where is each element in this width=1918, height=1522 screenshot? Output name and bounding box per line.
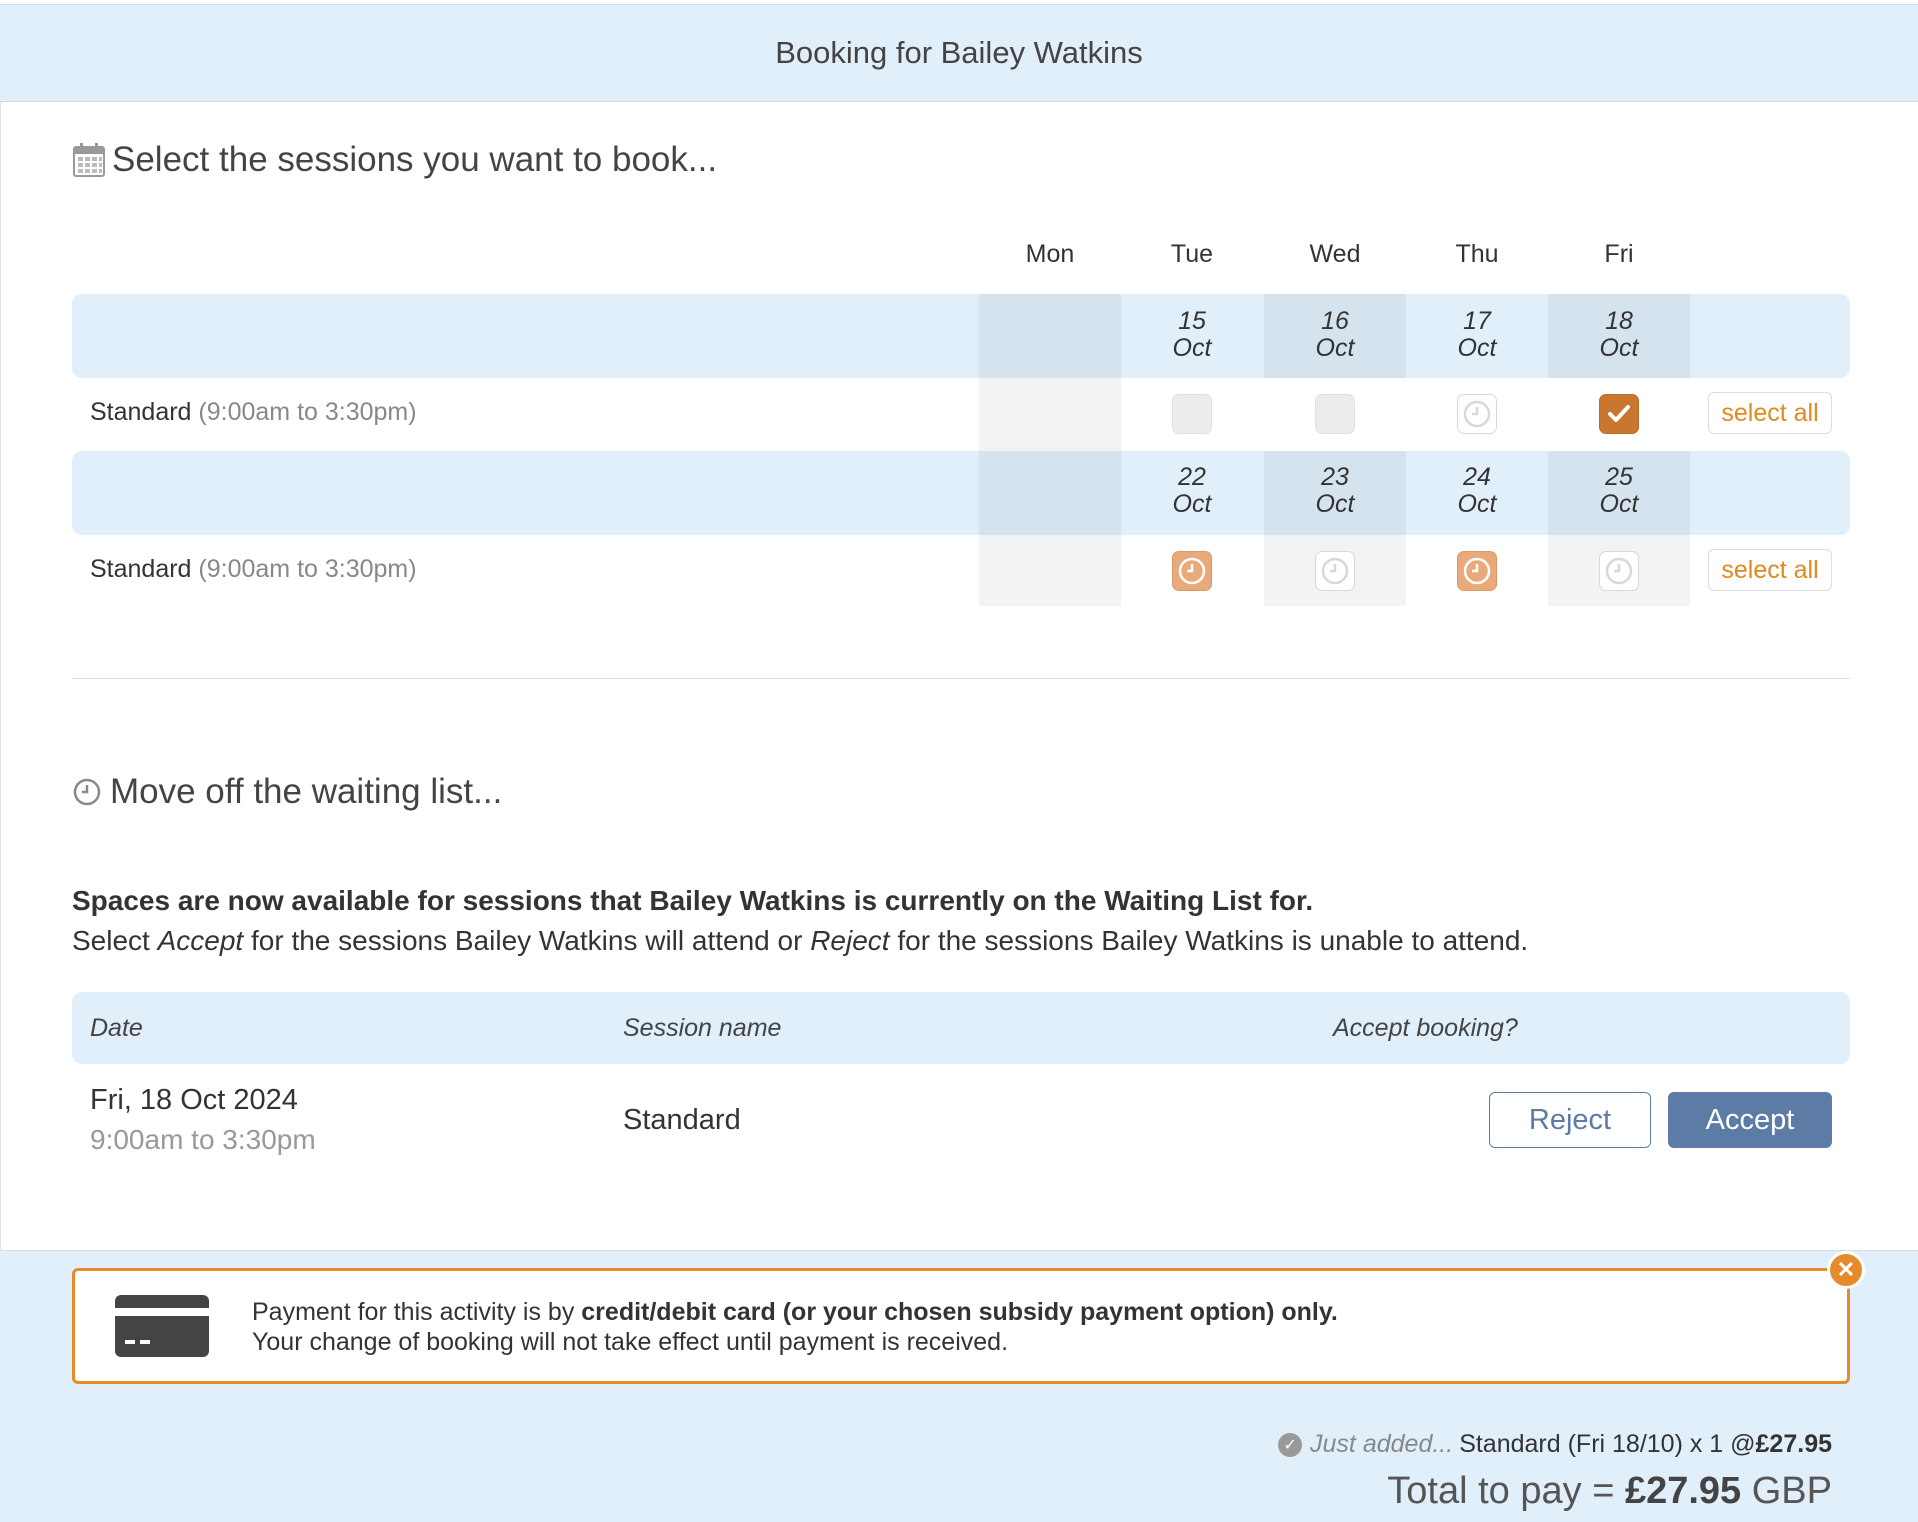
- mon-column-shade: [979, 294, 1121, 378]
- row-time: 9:00am to 3:30pm: [90, 1124, 316, 1155]
- clock-icon: [1320, 556, 1350, 586]
- day-header-fri: Fri: [1604, 240, 1634, 268]
- close-notice-button[interactable]: [1827, 1251, 1865, 1289]
- row-date: Fri, 18 Oct 2024: [90, 1084, 298, 1116]
- waiting-list-25-oct[interactable]: [1599, 551, 1639, 591]
- payment-notice-line-2: Your change of booking will not take effect until payment is received.: [252, 1328, 1009, 1356]
- date-cell-18-oct: 18 Oct: [1599, 307, 1639, 362]
- waiting-list-notice: Spaces are now available for sessions that Bailey Watkins is currently on the Waiting List for.: [72, 885, 1314, 916]
- date-cell-16-oct: 16 Oct: [1315, 307, 1355, 362]
- page-header: [0, 4, 1918, 102]
- waiting-title-text: Move off the waiting list...: [110, 772, 503, 811]
- waiting-table-header: [72, 992, 1850, 1064]
- date-cell-17-oct: 17 Oct: [1457, 307, 1497, 362]
- column-accept: Accept booking?: [1333, 1014, 1518, 1042]
- waiting-list-17-oct[interactable]: [1457, 394, 1497, 434]
- calendar-icon: [72, 142, 106, 178]
- just-added-price: £27.95: [1755, 1430, 1832, 1458]
- just-added-summary: [1278, 1430, 1832, 1459]
- date-cell-24-oct: 24 Oct: [1457, 463, 1497, 518]
- checkmark-icon: [1604, 399, 1634, 429]
- reject-button[interactable]: Reject: [1489, 1092, 1651, 1148]
- total-to-pay: Total to pay = £27.95 GBP: [1387, 1470, 1832, 1512]
- date-cell-22-oct: 22 Oct: [1172, 463, 1212, 518]
- payment-notice: [72, 1268, 1850, 1384]
- date-cell-23-oct: 23 Oct: [1315, 463, 1355, 518]
- waiting-list-instructions: Select Accept for the sessions Bailey Watkins will attend or Reject for the sessions Bailey Watkins is unable to attend.: [72, 925, 1529, 956]
- waiting-section-title: [72, 772, 502, 812]
- left-border: [0, 102, 1, 1250]
- select-all-week-1[interactable]: select all: [1708, 392, 1832, 434]
- waiting-list-offered-22-oct[interactable]: [1172, 551, 1212, 591]
- sessions-section-title: [72, 140, 717, 180]
- column-date: Date: [90, 1014, 143, 1042]
- credit-card-icon: [115, 1295, 209, 1357]
- sessions-title-text: Select the sessions you want to book...: [112, 140, 718, 179]
- payment-notice-line-1: Payment for this activity is by credit/debit card (or your chosen subsidy payment option) only.: [252, 1298, 1338, 1326]
- accept-button[interactable]: Accept: [1668, 1092, 1832, 1148]
- select-all-week-2[interactable]: select all: [1708, 549, 1832, 591]
- clock-icon: [1462, 399, 1492, 429]
- clock-icon: [1462, 556, 1492, 586]
- close-icon: ✕: [1836, 1257, 1856, 1282]
- clock-icon: [72, 776, 104, 808]
- row-session-name: Standard: [623, 1104, 741, 1136]
- waiting-list-offered-24-oct[interactable]: [1457, 551, 1497, 591]
- column-session: Session name: [623, 1014, 782, 1042]
- day-header-wed: Wed: [1309, 240, 1361, 268]
- waiting-list-23-oct[interactable]: [1315, 551, 1355, 591]
- mon-empty-cell: [979, 535, 1121, 606]
- clock-icon: [1604, 556, 1634, 586]
- mon-column-shade: [979, 451, 1121, 535]
- session-checkbox-16-oct: [1315, 394, 1355, 434]
- mon-empty-cell: [979, 378, 1121, 452]
- just-added-label: Just added...: [1310, 1430, 1454, 1458]
- section-divider: [72, 678, 1850, 679]
- day-header-tue: Tue: [1170, 240, 1214, 268]
- session-checkbox-15-oct: [1172, 394, 1212, 434]
- just-added-item: Standard (Fri 18/10) x 1 @: [1459, 1430, 1756, 1458]
- session-row-label: Standard (9:00am to 3:30pm): [90, 555, 417, 583]
- page-title: Booking for Bailey Watkins: [775, 35, 1143, 70]
- date-cell-25-oct: 25 Oct: [1599, 463, 1639, 518]
- day-header-thu: Thu: [1455, 240, 1499, 268]
- check-circle-icon: ✓: [1278, 1433, 1302, 1457]
- day-header-mon: Mon: [1025, 240, 1075, 268]
- clock-icon: [1177, 556, 1207, 586]
- session-checkbox-18-oct[interactable]: [1599, 394, 1639, 434]
- date-cell-15-oct: 15 Oct: [1172, 307, 1212, 362]
- session-row-label: Standard (9:00am to 3:30pm): [90, 398, 417, 426]
